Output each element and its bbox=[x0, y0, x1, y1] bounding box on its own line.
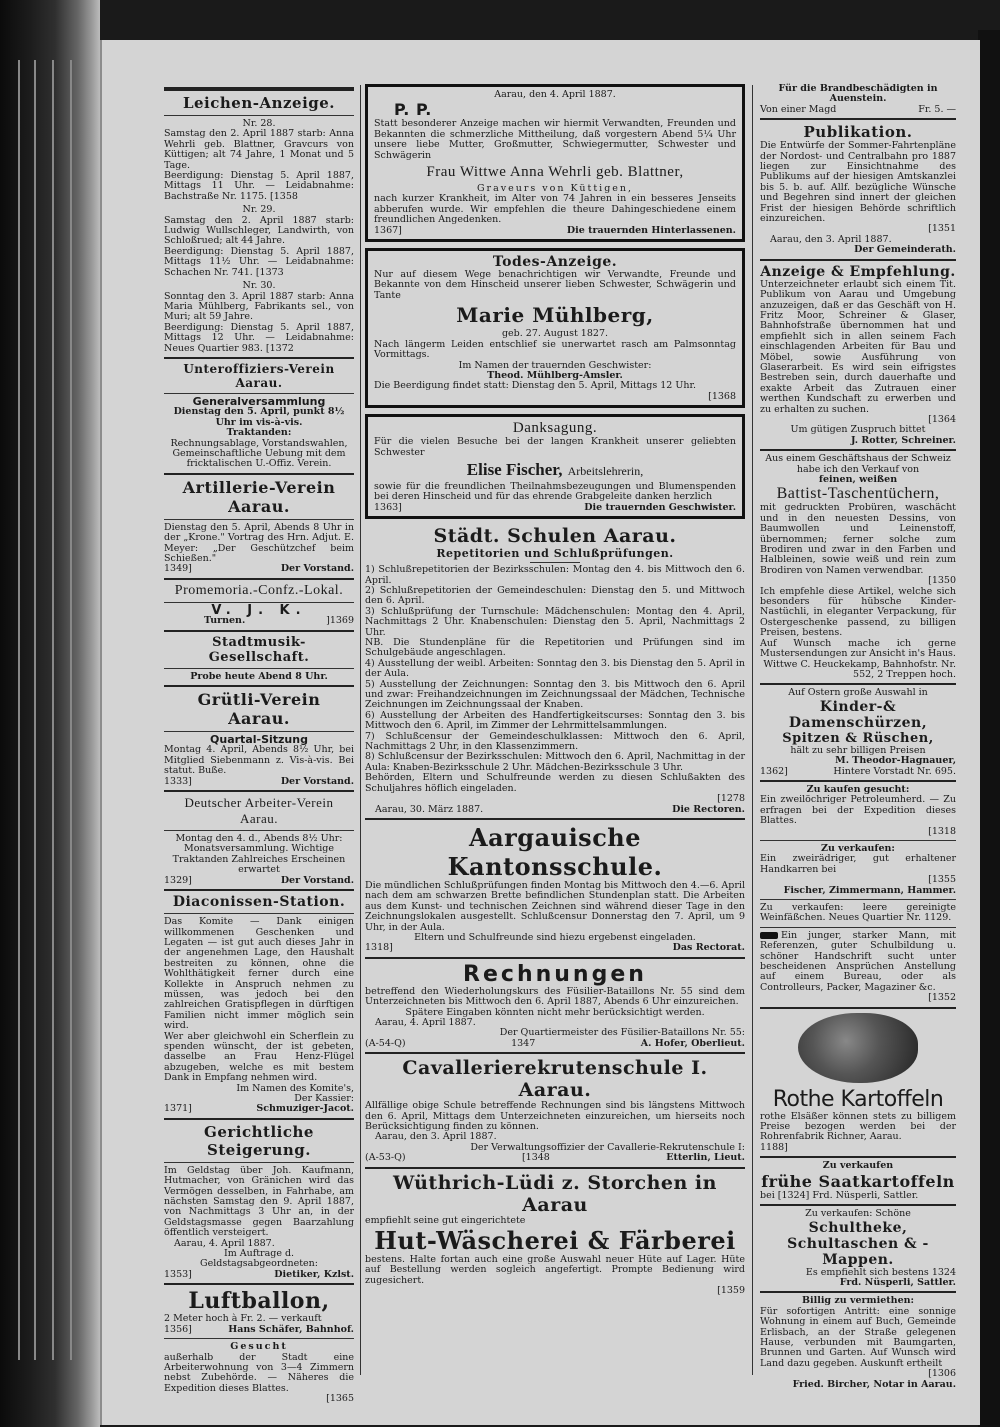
column-right bbox=[760, 84, 956, 1390]
ad-number: [1348 bbox=[521, 1152, 550, 1164]
kinder-text: hält zu sehr billigen Preisen bbox=[790, 744, 926, 756]
schulen-text: Behörden, Eltern und Schulfreunde werden zu diesen Schlußakten des Schuljahres höflich eingeladen. bbox=[365, 772, 745, 794]
signature: Hans Schäfer, Bahnhof. bbox=[228, 1323, 354, 1335]
battist-subtitle: feinen, weißen bbox=[818, 474, 898, 485]
publikation-title: Publikation. bbox=[803, 123, 913, 142]
burial-info: Beerdigung: Dienstag 5. April 1887, Mittags 12 Uhr. — Leidabnahme: Neues Quartier 983. [1372 bbox=[164, 321, 354, 354]
signature: Fried. Bircher, Notar in Aarau. bbox=[792, 1378, 956, 1390]
dank-title: Danksagung. bbox=[512, 420, 598, 437]
pp-notice bbox=[365, 84, 745, 242]
signature: Der Gemeinderath. bbox=[854, 244, 956, 256]
cavallerie-title: Cavallerierekrutenschule I. Aarau. bbox=[402, 1057, 708, 1102]
date-line: Aarau, 4. April 1887. bbox=[174, 1237, 275, 1249]
ad-number: ]1369 bbox=[326, 615, 354, 627]
uov-subtitle: Generalversammlung bbox=[192, 394, 326, 408]
ad-number: [1364 bbox=[928, 413, 956, 425]
gesucht-text: außerhalb der Stadt eine Arbeiterwohnung von 3—4 Zimmern nebst Zubehörde. — Näheres die Expedition dieses Blattes. bbox=[164, 1351, 354, 1394]
todes-text: Nur auf diesem Wege benachrichtigen wir Verwandte, Freunde und Bekannte von dem Hinscheid unserer lieben Schwester, Schwägerin und Tante bbox=[374, 269, 736, 301]
kantonsschule-text: Die mündlichen Schlußprüfungen finden Montag bis Mittwoch den 4.—6. April nach dem am schwarzen Brette befindlichen Stundenplan statt. Die Arbeiten aus dem Kunst- und technischen Zeichnen sind während dieser Tage in den Zeichnungslokalen ausgestellt. Schlußcensur Donnerstag den 7. April, um 9 Uhr, in der Aula. bbox=[365, 879, 745, 933]
battist-text: Ich empfehle diese Artikel, welche sich besonders für hübsche Kinder-Nastüchli, in eleganter Verpackung, für Ostergeschenke passend, zu billigen Preisen, bestens. bbox=[760, 585, 956, 639]
ad-number: [1368 bbox=[708, 390, 736, 402]
zu-kaufen-title: Zu kaufen gesucht: bbox=[806, 783, 910, 795]
kinder-title: Kinder-& Damenschürzen, bbox=[788, 698, 928, 731]
zu-verkaufen-text: Ein zweirädriger, gut erhaltener Handkarren bei bbox=[760, 853, 956, 875]
schultheke-title: Schultheke, Schultaschen & -Mappen. bbox=[787, 1219, 929, 1268]
signature: Dietiker, Kzlst. bbox=[274, 1268, 354, 1280]
battist-title: Battist-Taschentüchern, bbox=[776, 485, 940, 503]
kantonsschule-title: Aargauische Kantonsschule. bbox=[447, 822, 663, 881]
date-line: Aarau, den 4. April 1887. bbox=[494, 89, 616, 100]
notice-number: Nr. 28. bbox=[242, 118, 276, 129]
gerichtliche-title: Gerichtliche Steigerung. bbox=[204, 1122, 314, 1159]
schultheke-prefix: Zu verkaufen: Schöne bbox=[805, 1208, 911, 1220]
saat-title: frühe Saatkartoffeln bbox=[761, 1171, 955, 1191]
diaconissen-text2: Wer aber gleichwohl ein Scherflein zu spenden wünscht, der ist gebeten, dasselbe an Frau Henz-Flügel abzugeben, welche es mit bestem Dank in Empfang nehmen wird. bbox=[164, 1030, 354, 1084]
publikation-text: Die Entwürfe der Sommer-Fahrtenpläne der Nordost- und Centralbahn pro 1887 liegen zur Einsichtnahme des Publikums auf der hiesigen Amtskanzlei bis 5. b. auf. Allf. bezügliche Wünsche und Begehren sind innert der gleichen Frist der hiesigen Behörde schriftlich einzureichen. bbox=[760, 140, 956, 225]
wuthrich-text: bestens. Halte fortan auch eine große Auswahl neuer Hüte auf Lager. Hüte auf Bestellung werden sogleich angefertigt. Prompte Bedienung wird zugesichert. bbox=[365, 1254, 745, 1286]
signature: Die Rectoren. bbox=[672, 803, 745, 815]
wuthrich-title: Wüthrich-Lüdi z. Storchen in Aarau bbox=[393, 1171, 717, 1216]
death-notice: Sonntag den 3. April 1887 starb: Anna Maria Mühlberg, Fabrikants sel., von Muri; alt 59 Jahre. bbox=[164, 290, 354, 323]
gesucht-title: Gesucht bbox=[230, 1341, 288, 1353]
wuthrich-subtitle: empfiehlt seine gut eingerichtete bbox=[365, 1214, 526, 1226]
schulen-item: 3) Schlußprüfung der Turnschule: Mädchenschulen: Montag den 4. April, Nachmittags 2 Uhr. Knabenschulen: Dienstag den 5. April, Nachmittags 2 Uhr. bbox=[365, 605, 745, 638]
signature: Fischer, Zimmermann, Hammer. bbox=[783, 884, 956, 896]
ad-number: [1350 bbox=[928, 575, 956, 587]
ad-number: 1349] bbox=[164, 563, 192, 575]
column-middle bbox=[365, 84, 745, 1297]
grutli-subtitle: Quartal-Sitzung bbox=[210, 733, 308, 747]
book-spine bbox=[0, 0, 100, 1427]
dank-text: Für die vielen Besuche bei der langen Krankheit unserer geliebten Schwester bbox=[374, 436, 736, 458]
uov-agenda: Rechnungsablage, Vorstandswahlen, Gemeinschaftliche Uebung mit dem fricktalischen U.-Offiz. Verein. bbox=[170, 437, 348, 470]
uov-date: Dienstag den 5. April, punkt 8½ Uhr im vis-à-vis. bbox=[173, 406, 345, 428]
kinder-title2: Spitzen & Rüschen, bbox=[782, 730, 934, 746]
schulen-subtitle: Repetitorien und Schlußprüfungen. bbox=[436, 547, 674, 561]
ad-number: 1333] bbox=[164, 775, 192, 787]
dank-name: Elise Fischer, bbox=[466, 459, 563, 479]
schulen-item: 8) Schlußcensur der Bezirksschulen: Mittwoch den 6. April, Nachmittag in der Aula: Knaben-Bezirksschule 2 Uhr. Mädchen-Bezirksschule 3 Uhr. bbox=[365, 751, 745, 773]
wuthrich-headline: Hut-Wäscherei & Färberei bbox=[374, 1226, 736, 1256]
battist-text: Auf Wunsch mache ich gerne Mustersendungen zur Ansicht in's Haus. bbox=[760, 637, 956, 660]
ad-number: [1359 bbox=[717, 1285, 745, 1297]
burial-info: Beerdigung: Dienstag 5. April 1887, Mittags 11 Uhr. — Leidabnahme: Bachstraße Nr. 1175. [1358 bbox=[164, 170, 354, 202]
signature: M. Theodor-Hagnauer, bbox=[835, 755, 956, 767]
ad-number: [1365 bbox=[326, 1393, 354, 1405]
artillerie-text: Dienstag den 5. April, Abends 8 Uhr in der „Krone." Vortrag des Hrn. Adjut. E. Meyer: „Der Geschützchef beim Schießen." bbox=[164, 521, 354, 564]
schulen-item: 5) Ausstellung der Zeichnungen: Sonntag den 3. bis Mittwoch den 6. April und zwar: Freihandzeichnungen im Zeichnungssaal der Mädchen, Technische Zeichnungen im Zeichnungssaal der Knaben. bbox=[365, 678, 745, 711]
battist-text: mit gedruckten Probüren, waschächt und in den neuesten Dessins, von Baumwollen und Leinenstoff, übernommen; ferner solche zum Brodiren und zwar in den Farben und Halbleinen, sowie weiß und rein zum Brodiren von Namen verwendbar. bbox=[760, 502, 956, 576]
ad-number: 1371] bbox=[164, 1103, 192, 1115]
brand-amount: Fr. 5. — bbox=[918, 103, 956, 115]
burial-info: Beerdigung: Dienstag 5. April 1887, Mittags 11½ Uhr. — Leidabnahme: Schachen Nr. 741. [1373 bbox=[164, 245, 354, 278]
weinfass-text: Zu verkaufen: leere gereinigte Weinfäßchen. Neues Quartier Nr. 1129. bbox=[760, 902, 956, 924]
notice-number: Nr. 30. bbox=[242, 280, 276, 292]
schulen-item: 1) Schlußrepetitorien der Bezirksschulen: Montag den 4. bis Mittwoch den 6. April. bbox=[365, 564, 745, 586]
billig-title: Billig zu vermiethen: bbox=[801, 1295, 915, 1307]
todes-name: Marie Mühlberg, bbox=[456, 303, 654, 328]
signature: Der Vorstand. bbox=[280, 874, 354, 886]
todes-title: Todes-Anzeige. bbox=[492, 254, 618, 271]
signature: Der Kassier: bbox=[294, 1093, 354, 1104]
saat-text: bei [1324] Frd. Nüsperli, Sattler. bbox=[760, 1189, 919, 1201]
cavallerie-text: Allfällige obige Schule betreffende Rechnungen sind bis längstens Mittwoch den 6. April, Mittags dem Unterzeichneten einzureichen, um hierseits noch Berücksichtigung finden zu können. bbox=[365, 1100, 745, 1132]
potato-illustration bbox=[798, 1013, 918, 1083]
pp-text2: nach kurzer Krankheit, im Alter von 74 Jahren in ein besseres Jenseits abberufen wurde. Wir empfehlen die theure Dahingeschiedene einem freundlichen Angedenken. bbox=[374, 193, 736, 226]
mann-text: Ein junger, starker Mann, mit Referenzen, guter Schulbildung u. schöner Handschrift sucht unter bescheidenen Ansprüchen Anstellung auf einem Bureau, oder als Controlleurs, Packer, Magaziner &c. bbox=[760, 929, 956, 993]
pp-title: P. P. bbox=[394, 100, 432, 120]
pp-name: Frau Wittwe Anna Wehrli geb. Blattner, bbox=[426, 164, 684, 181]
ad-code: (A-53-Q) bbox=[365, 1152, 406, 1164]
vjk-label: V. J. K. bbox=[211, 602, 307, 618]
ad-number: 1362] bbox=[760, 765, 788, 777]
kartoffeln-text: rothe Elsäßer können stets zu billigem Preise bezogen werden bei der Rohrenfabrik Richner, Aarau. bbox=[760, 1110, 956, 1143]
signature: Das Rectorat. bbox=[672, 942, 745, 954]
billig-text: Für sofortigen Antritt: eine sonnige Wohnung in einem auf Buch, Gemeinde Erlisbach, an der Straße gelegenen Hause, verbunden mit Baumgarten, Brunnen und Garten. Auf Wunsch wird Land dazu gegeben. Auskunft ertheilt bbox=[760, 1305, 956, 1369]
todes-text2: Nach längerm Leiden entschlief sie unerwartet rasch am Palmsonntag Vormittags. bbox=[374, 338, 736, 361]
ad-number: [1318 bbox=[928, 825, 956, 837]
pp-subtitle: Graveurs von Küttigen, bbox=[476, 183, 634, 195]
signature: Etterlin, Lieut. bbox=[666, 1152, 745, 1164]
uov-traktanden-label: Traktanden: bbox=[226, 427, 292, 439]
dav-text: Montag den 4. d., Abends 8½ Uhr: Monatsversammlung. Wichtige Traktanden Zahlreiches Erscheinen erwartet bbox=[172, 833, 346, 876]
ad-number: 1363] bbox=[374, 501, 402, 513]
page-edge-shadow bbox=[978, 30, 1000, 1427]
saat-prefix: Zu verkaufen bbox=[822, 1160, 894, 1172]
zu-kaufen-text: Ein zweilöchriger Petroleumherd. — Zu erfragen bei der Expedition dieses Blattes. bbox=[760, 794, 956, 827]
diaconissen-title: Diaconissen-Station. bbox=[172, 894, 346, 911]
signature: Die trauernden Hinterlassenen. bbox=[566, 224, 736, 236]
battist-intro: Aus einem Geschäftshaus der Schweiz habe ich den Verkauf von bbox=[765, 453, 951, 475]
ad-number: [1278 bbox=[717, 793, 745, 805]
signature: Der Vorstand. bbox=[280, 563, 354, 575]
luftballon-text: 2 Meter hoch à Fr. 2. — verkauft bbox=[164, 1313, 322, 1325]
signature: Im Namen der trauernden Geschwister: bbox=[458, 359, 652, 371]
column-rule bbox=[752, 85, 753, 1375]
todes-text3: Die Beerdigung findet statt: Dienstag den 5. April, Mittags 12 Uhr. bbox=[374, 380, 696, 392]
dank-text2: sowie für die freundlichen Theilnahmsbezeugungen und Blumenspenden bei deren Hinscheid und für das ehrende Grabgeleite danken herzlich bbox=[374, 480, 736, 503]
ad-number: [1352 bbox=[928, 992, 956, 1004]
dav-title: Deutscher Arbeiter-Verein Aarau. bbox=[184, 795, 334, 827]
date-line: Aarau, 4. April 1887. bbox=[375, 1016, 476, 1028]
signature: Der Verwaltungsoffizier der Cavallerie-Rekrutenschule I: bbox=[470, 1141, 745, 1153]
signature: Theod. Mühlberg-Amsler. bbox=[487, 369, 623, 381]
brand-title: Für die Brandbeschädigten in Auenstein. bbox=[778, 83, 938, 105]
leichen-title: Leichen-Anzeige. bbox=[182, 94, 336, 112]
rechnungen-text: betreffend den Wiederholungskurs des Füsilier-Bataillons Nr. 55 sind dem Unterzeichneten bis Mittwoch den 6. April 1887, Abends 6 Uhr einzureichen. bbox=[365, 985, 745, 1008]
stadtmusik-title: Stadtmusik-Gesellschaft. bbox=[208, 634, 310, 665]
signature: Im Auftrage d. Geldstagsabgeordneten: bbox=[200, 1248, 318, 1270]
column-left bbox=[164, 84, 354, 1405]
signature: Schmuziger-Jacot. bbox=[256, 1103, 354, 1115]
address: Hintere Vorstadt Nr. 695. bbox=[833, 765, 956, 777]
notice-number: Nr. 29. bbox=[242, 204, 276, 216]
signature: Frd. Nüsperli, Sattler. bbox=[839, 1276, 956, 1288]
schultheke-text: Es empfiehlt sich bestens 1324 bbox=[805, 1266, 956, 1278]
ad-number: 1329] bbox=[164, 874, 192, 886]
rechnungen-text2: Spätere Eingaben könnten nicht mehr berücksichtigt werden. bbox=[405, 1006, 705, 1018]
ad-number: [1355 bbox=[928, 874, 956, 886]
todes-born: geb. 27. August 1827. bbox=[501, 328, 609, 340]
date-line: Aarau, den 3. April 1887. bbox=[375, 1131, 497, 1143]
schulen-item: 7) Schlußcensur der Gemeindeschulklassen: Mittwoch den 6. April, Nachmittags 2 Uhr, in den Klassenzimmern. bbox=[365, 730, 745, 753]
pp-text: Statt besonderer Anzeige machen wir hiermit Verwandten, Freunden und Bekannten die schmerzliche Mittheilung, daß vorgestern Abend 5¼ Uhr unsere liebe Mutter, Großmutter, Schwiegermutter, Schwester und Schwägerin bbox=[374, 118, 736, 161]
uov-title: Unteroffiziers-Verein Aarau. bbox=[183, 361, 335, 390]
newspaper-page bbox=[100, 40, 980, 1425]
ad-number: 1367] bbox=[374, 224, 402, 236]
dank-notice bbox=[365, 414, 745, 519]
dank-role: Arbeitslehrerin, bbox=[567, 463, 644, 478]
promemoria-title: Promemoria.-Confz.-Lokal. bbox=[174, 582, 344, 598]
signature: Der Vorstand. bbox=[280, 775, 354, 787]
anzeige-title: Anzeige & Empfehlung. bbox=[760, 263, 956, 280]
signature: Die trauernden Geschwister. bbox=[584, 501, 736, 513]
schulen-item: 6) Ausstellung der Arbeiten des Handfertigkeitscurses: Sonntag den 3. bis Mittwoch den 6. April, im Zimmer der Lehrmittelsammlungen. bbox=[365, 709, 745, 732]
ad-number: 1318] bbox=[365, 942, 393, 954]
schulen-item: NB. Die Stundenpläne für die Repetitorien und Prüfungen sind im Schulgebäude angeschlagen. bbox=[365, 637, 745, 659]
ad-number: 1353] bbox=[164, 1268, 192, 1280]
ad-number: 1188] bbox=[760, 1141, 788, 1153]
grutli-title: Grütli-Verein Aarau. bbox=[197, 690, 321, 729]
rechnungen-title: Rechnungen bbox=[463, 961, 647, 987]
date-line: Aarau, den 3. April 1887. bbox=[770, 233, 892, 245]
schulen-item: 2) Schlußrepetitorien der Gemeindeschulen: Dienstag den 5. und Mittwoch den 6. April. bbox=[365, 584, 745, 607]
stadtmusik-text: Probe heute Abend 8 Uhr. bbox=[190, 670, 328, 682]
signature: A. Hofer, Oberlieut. bbox=[640, 1037, 745, 1049]
todes-notice bbox=[365, 248, 745, 408]
gerichtliche-text: Im Geldstag über Joh. Kaufmann, Hutmacher, von Gränichen wird das Vermögen desselben, in Fahrhabe, am nächsten Samstag den 9. April 1887, von Nachmittags 3 Uhr an, in der Geldstagsmasse gegen Baarzahlung öffentlich versteigert. bbox=[164, 1164, 354, 1239]
signature: Wittwe C. Heuckekamp, Bahnhofstr. Nr. 552, 2 Treppen hoch. bbox=[763, 658, 956, 680]
signature: Im Namen des Komite's, bbox=[236, 1082, 354, 1094]
signature: J. Rotter, Schreiner. bbox=[851, 434, 956, 446]
schulen-title: Städt. Schulen Aarau. bbox=[433, 525, 677, 548]
kartoffeln-title: Rothe Kartoffeln bbox=[772, 1086, 944, 1112]
schulen-item: 4) Ausstellung der weibl. Arbeiten: Sonntag den 3. bis Dienstag den 5. April in der Aula. bbox=[365, 657, 745, 680]
zu-verkaufen-title: Zu verkaufen: bbox=[821, 842, 895, 854]
artillerie-title: Artillerie-Verein Aarau. bbox=[182, 477, 336, 516]
ad-number: 1347 bbox=[511, 1037, 536, 1049]
grutli-text: Montag 4. April, Abends 8½ Uhr, bei Mitglied Siebenmann z. Vis-à-vis. Bei statut. Buße. bbox=[164, 744, 354, 777]
luftballon-title: Luftballon, bbox=[188, 1288, 330, 1315]
brand-donor: Von einer Magd bbox=[760, 103, 837, 115]
ad-number: 1356] bbox=[164, 1323, 192, 1335]
ad-number: [1306 bbox=[928, 1368, 956, 1380]
anzeige-text: Unterzeichneter erlaubt sich einem Tit. Publikum von Aarau und Umgebung anzuzeigen, daß er das Geschäft von H. Fritz Moor, Schreiner & Glaser, Bahnhofstraße übernommen hat und empfiehlt sich in allen seinem Fach einschlagenden Arbeiten für Bau und Möbel, sowie Ausführung von Glaserarbeit. Es wird sein eifrigstes Bestreben sein, durch dauerhafte und exakte Arbeit das Zutrauen einer werthen Kundschaft zu erwerben und zu erhalten zu suchen. bbox=[760, 278, 956, 415]
diaconissen-text: Das Komite — Dank einigen willkommenen Geschenken und Legaten — ist gut auch dieses Jahr in der angenehmen Lage, den Haushalt bestreiten zu können, ohne die Wohlthätigkeit ferner durch eine Kollekte in Anspruch nehmen zu müssen, was jedoch bei den zahlreichen Gratispflegen in dürftigen Familien nicht immer möglich sein wird. bbox=[164, 916, 354, 1032]
death-notice: Samstag den 2. April 1887 starb: Anna Wehrli geb. Blattner, Gravcurs von Küttigen; alt 74 Jahre, 1 Monat und 5 Tage. bbox=[164, 128, 354, 171]
signature: Um gütigen Zuspruch bittet bbox=[790, 424, 926, 436]
pointing-hand-icon bbox=[760, 932, 778, 939]
death-notice: Samstag den 2. April 1887 starb: Ludwig Wullschleger, Landwirth, von Schloßrued; alt 44 Jahre. bbox=[164, 214, 354, 247]
ad-code: (A-54-Q) bbox=[365, 1037, 406, 1049]
signature: Der Quartiermeister des Füsilier-Bataillons Nr. 55: bbox=[499, 1027, 745, 1039]
column-rule bbox=[360, 85, 361, 1375]
kantonsschule-text2: Eltern und Schulfreunde sind hiezu ergebenst eingeladen. bbox=[414, 931, 696, 943]
kinder-intro: Auf Ostern große Auswahl in bbox=[788, 687, 928, 699]
date-line: Aarau, 30. März 1887. bbox=[375, 803, 484, 815]
ad-number: [1351 bbox=[928, 223, 956, 235]
turnen-label: Turnen. bbox=[204, 615, 246, 627]
